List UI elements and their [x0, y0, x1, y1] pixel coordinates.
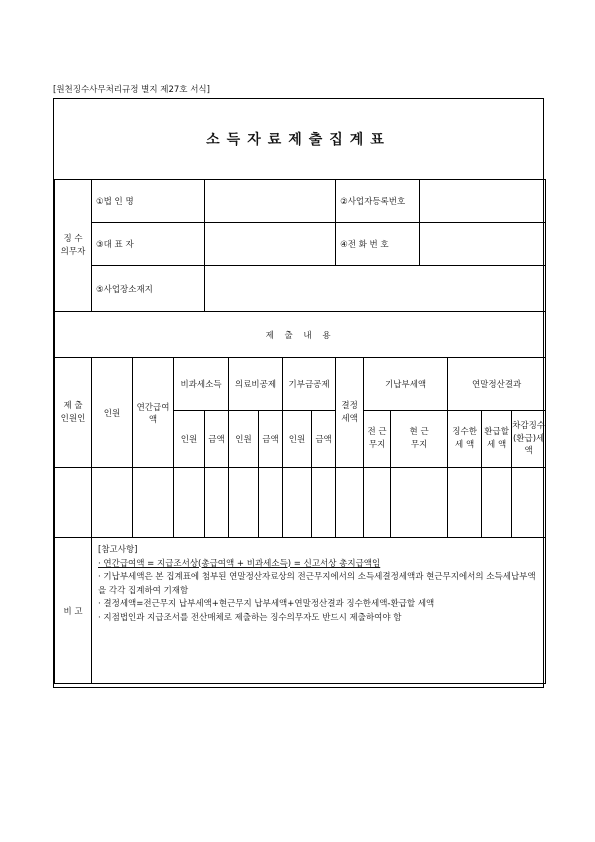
sub-persons: 인원 [229, 411, 259, 468]
remarks-line: · 지점법인과 지급조서를 전산매체로 제출하는 징수의무자도 반드시 제출하여야 함 [98, 612, 402, 623]
form-reference-note: [원천징수사무처리규정 별지 제27호 서식] [53, 85, 210, 95]
title-box [54, 99, 543, 180]
cell-submitter[interactable] [55, 468, 92, 538]
sub-amount: 금액 [205, 411, 229, 468]
representative-label: ③대 표 자 [92, 223, 205, 266]
sub-amount: 금액 [259, 411, 283, 468]
table-row [55, 468, 546, 538]
col-annual-pay: 연간급여액 [133, 358, 174, 468]
cell-nontax-persons[interactable] [174, 468, 205, 538]
col-paid-tax: 기납부세액 [364, 358, 448, 411]
col-prev-workplace: 전 근 무지 [364, 411, 391, 468]
col-nontax-income: 비과세소득 [174, 358, 229, 411]
cell-curr-workplace[interactable] [391, 468, 448, 538]
col-medical: 의료비공제 [229, 358, 283, 411]
business-address-field[interactable] [205, 266, 546, 312]
col-donation: 기부금공제 [283, 358, 336, 411]
remarks-content [92, 538, 546, 684]
phone-label: ④전 화 번 호 [336, 223, 420, 266]
remarks-line: · 연간급여액 = 지급조서상(총급여액 + 비과세소득) = 신고서상 총지급액임 [98, 558, 381, 569]
remarks-line: · 결정세액=전근무지 납부세액+현근무지 납부세액+연말정산결과 징수한세액-환급할 세액 [98, 599, 435, 610]
company-name-field[interactable] [205, 180, 336, 223]
remarks-heading: [참고사항] [98, 545, 138, 555]
summary-form [53, 98, 544, 688]
phone-field[interactable] [420, 223, 546, 266]
cell-medical-amount[interactable] [259, 468, 283, 538]
cell-annual-pay[interactable] [133, 468, 174, 538]
business-reg-no-field[interactable] [420, 180, 546, 223]
business-address-label: ⑤사업장소재지 [92, 266, 205, 312]
sub-amount: 금액 [312, 411, 336, 468]
col-curr-workplace: 현 근 무지 [391, 411, 448, 468]
col-settlement: 연말정산결과 [448, 358, 546, 411]
cell-collected-tax[interactable] [448, 468, 482, 538]
col-difference-tax: 차감징수 (환급)세액 [512, 411, 546, 468]
col-submitter: 제 출 인원인 [55, 358, 92, 468]
page-title: 소득자료제출집계표 [206, 132, 391, 148]
sub-persons: 인원 [174, 411, 205, 468]
col-refund-tax: 환급할 세 액 [482, 411, 512, 468]
cell-difference-tax[interactable] [512, 468, 546, 538]
cell-nontax-amount[interactable] [205, 468, 229, 538]
cell-medical-persons[interactable] [229, 468, 259, 538]
business-reg-no-label: ②사업자등록번호 [336, 180, 420, 223]
withholder-label: 징 수 의무자 [55, 180, 92, 312]
cell-prev-workplace[interactable] [364, 468, 391, 538]
sub-persons: 인원 [283, 411, 312, 468]
remarks-line: · 기납부세액은 본 집계표에 첨부된 연말정산자료상의 전근무지에서의 소득세결정세액과 현근무지에서의 소득세납부액을 각각 집계하여 기재함 [98, 572, 536, 596]
company-name-label: ①법 인 명 [92, 180, 205, 223]
cell-donation-amount[interactable] [312, 468, 336, 538]
section-title: 제 출 내 용 [55, 312, 546, 358]
remarks-label: 비 고 [55, 538, 92, 684]
form-grid [54, 179, 546, 684]
representative-field[interactable] [205, 223, 336, 266]
col-decided-tax: 결정 세액 [336, 358, 364, 468]
col-persons: 인원 [92, 358, 133, 468]
col-collected-tax: 징수한 세 액 [448, 411, 482, 468]
cell-persons[interactable] [92, 468, 133, 538]
cell-refund-tax[interactable] [482, 468, 512, 538]
cell-donation-persons[interactable] [283, 468, 312, 538]
cell-decided-tax[interactable] [336, 468, 364, 538]
